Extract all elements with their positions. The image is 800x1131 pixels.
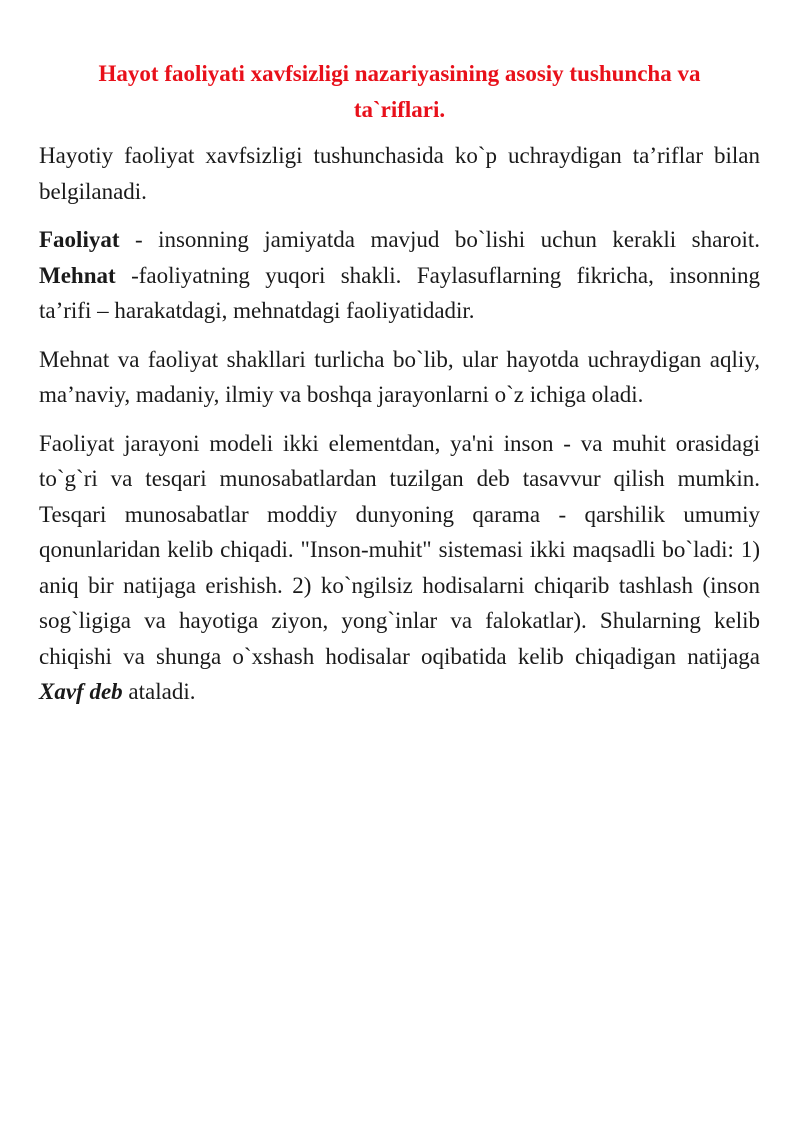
paragraph-4 bbox=[39, 426, 760, 710]
paragraph-2-text-1: - insonning jamiyatda mavjud bo`lishi uchun kerakli sharoit. bbox=[119, 227, 760, 252]
paragraph-1: Hayotiy faoliyat xavfsizligi tushunchasida ko`p uchraydigan ta’riflar bilan belgilanadi. bbox=[39, 143, 760, 204]
title-line-1: Hayot faoliyati xavfsizligi nazariyasining asosiy tushuncha va bbox=[98, 61, 701, 86]
paragraph-2 bbox=[39, 222, 760, 329]
term-faoliyat: Faoliyat bbox=[39, 227, 120, 252]
title-line-2: ta`riflari. bbox=[353, 97, 446, 122]
term-mehnat: Mehnat bbox=[39, 262, 116, 288]
paragraph-4-text: Faoliyat jarayoni modeli ikki elementdan, ya'ni inson - va muhit orasidagi to`g`ri va tesqari munosabatlardan tuzilgan deb tasavvur qilish mumkin. Tesqari munosabatlar moddiy dunyoning qarama - qarshilik umumiy qonunlaridan kelib chiqadi. "Inson-muhit" sistemasi ikki maqsadli bo`ladi: 1) aniq bir natijaga erishish. 2) ko`ngilsiz hodisalarni chiqarib tashlash (inson sog`ligiga va hayotiga ziyon, yong`inlar va falokatlar). Shularning kelib chiqishi va shunga o`xshash hodisalar oqibatida kelib chiqadigan natijaga bbox=[39, 430, 760, 669]
document-page bbox=[39, 56, 760, 723]
paragraph-2-text-2: -faoliyatning yuqori shakli. Faylasuflarning fikricha, insonning ta’rifi – harakatdagi, mehnatdagi faoliyatidadir. bbox=[39, 262, 760, 323]
document-title bbox=[39, 56, 760, 128]
term-xavf: Xavf deb bbox=[39, 679, 123, 704]
paragraph-4-end: ataladi. bbox=[122, 679, 196, 704]
paragraph-3: Mehnat va faoliyat shakllari turlicha bo`lib, ular hayotda uchraydigan aqliy, ma’naviy, madaniy, ilmiy va boshqa jarayonlarni o`z ichiga oladi. bbox=[39, 346, 760, 407]
